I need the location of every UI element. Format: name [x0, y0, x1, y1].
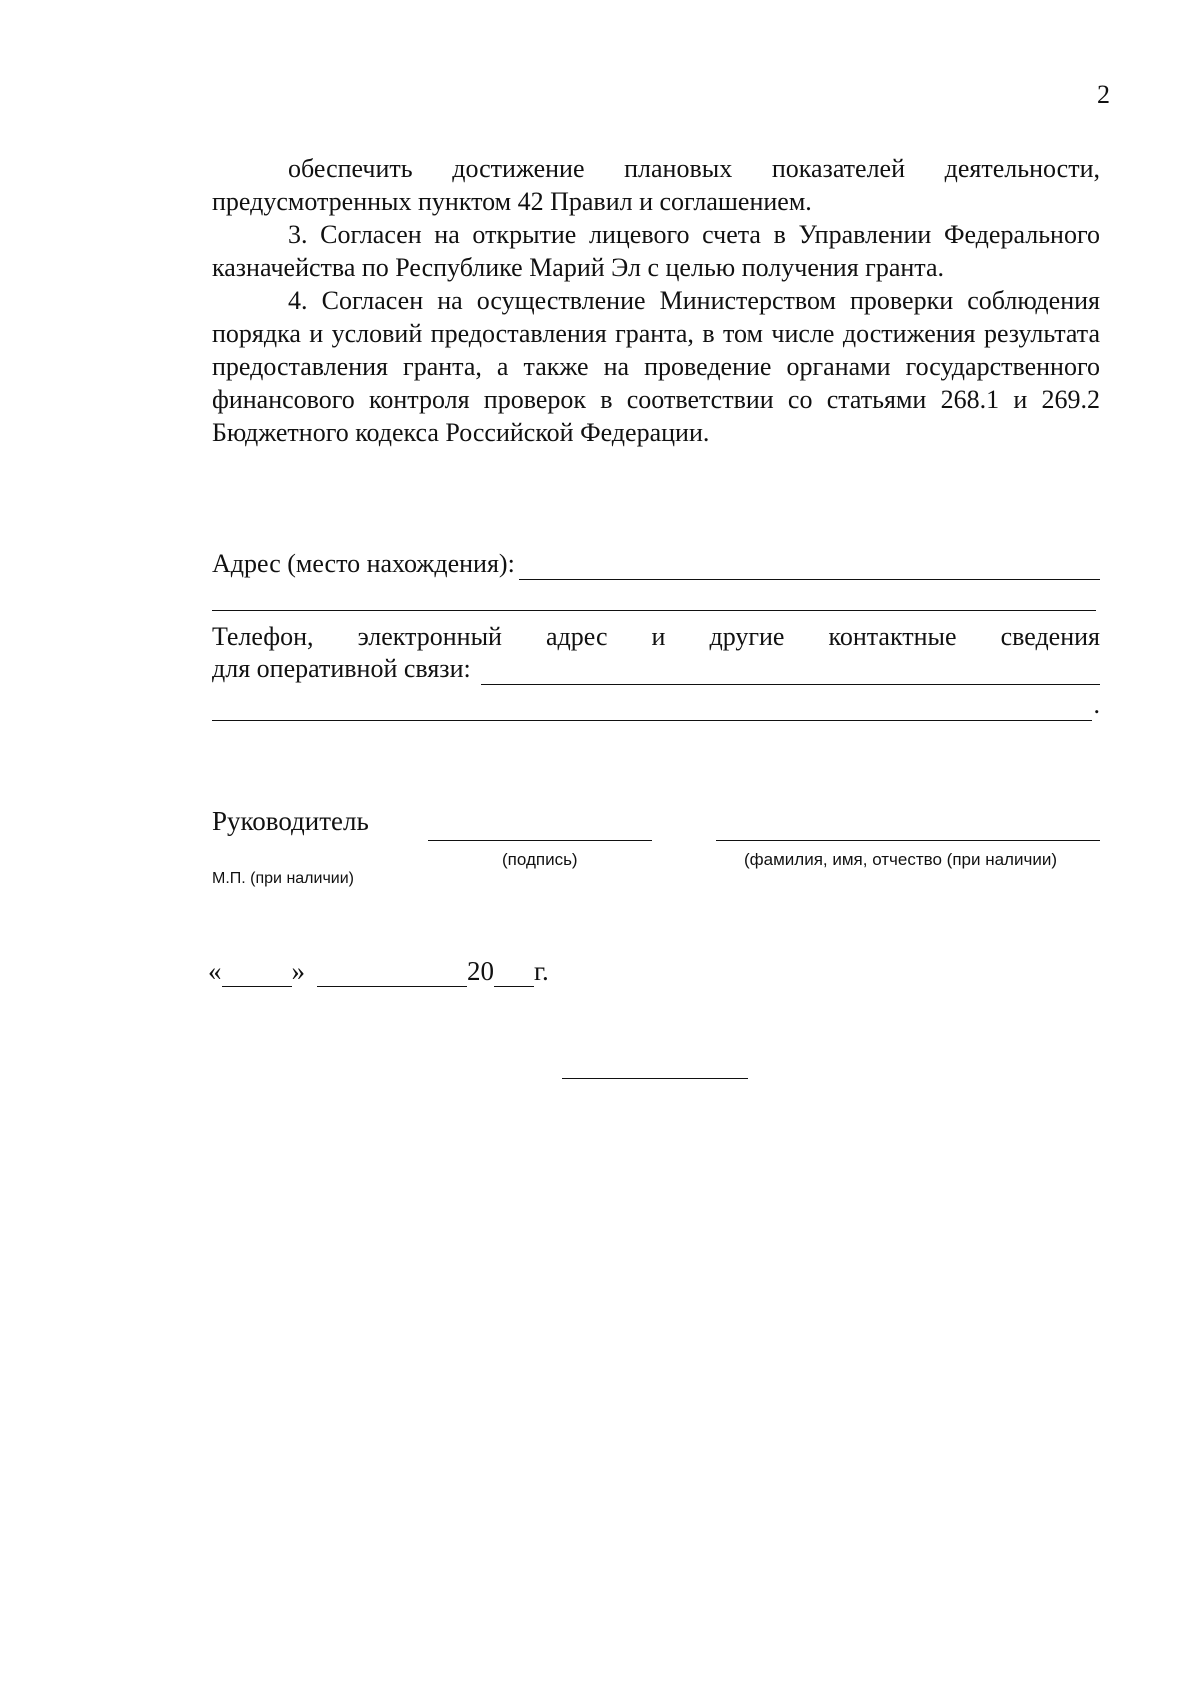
signature-caption: (подпись): [502, 850, 578, 869]
contacts-field[interactable]: [481, 658, 1100, 685]
paragraph-1-line-1: обеспечить достижение плановых показателей деятельности,: [288, 154, 1100, 183]
end-of-document-rule: [562, 1078, 748, 1079]
year-century: 20: [467, 956, 494, 986]
date-open-quote: «: [208, 956, 222, 986]
contacts-word: контактные: [828, 622, 957, 651]
address-field[interactable]: [519, 553, 1100, 580]
body-text: [212, 152, 1100, 449]
contacts-word: Телефон,: [212, 622, 314, 651]
contacts-word: и: [651, 622, 666, 651]
address-field-continued[interactable]: [212, 584, 1096, 611]
contacts-word: сведения: [1000, 622, 1100, 651]
page-number: 2: [1097, 80, 1110, 109]
paragraph-consent-account: 3. Согласен на открытие лицевого счета в Управлении Федерального казначейства по Республике Марий Эл с целью получения гранта.: [212, 220, 1100, 282]
year-suffix: г.: [534, 956, 549, 986]
contacts-label-line-1: [212, 621, 1100, 653]
contacts-row: [212, 653, 1100, 685]
contacts-word: другие: [709, 622, 785, 651]
address-label: Адрес (место нахождения):: [212, 549, 515, 578]
month-field[interactable]: [317, 962, 467, 987]
day-field[interactable]: [222, 962, 292, 987]
paragraph-1-line-2: предусмотренных пунктом 42 Правил и соглашением.: [212, 187, 812, 216]
full-name-caption: (фамилия, имя, отчество (при наличии): [744, 850, 1057, 869]
contacts-label: для оперативной связи:: [212, 654, 471, 683]
contact-section: [212, 548, 1100, 721]
signature-field[interactable]: [428, 840, 652, 841]
full-name-field[interactable]: [716, 840, 1100, 841]
date-line: [208, 956, 549, 987]
contacts-row-continued: [212, 689, 1100, 721]
signature-block: [212, 806, 1112, 916]
paragraph-consent-audit: 4. Согласен на осуществление Министерством проверки соблюдения порядка и условий предоставления гранта, в том числе достижения результата предоставления гранта, а также на проведение органами государственного финансового контроля проверок в соответствии со статьями 268.1 и 269.2 Бюджетного кодекса Российской Федерации.: [212, 286, 1100, 447]
stamp-note: М.П. (при наличии): [212, 870, 354, 887]
signer-title: Руководитель: [212, 806, 369, 836]
contacts-word: адрес: [545, 622, 608, 651]
year-field[interactable]: [494, 962, 534, 987]
address-row: [212, 548, 1100, 580]
contacts-field-continued[interactable]: [212, 694, 1092, 721]
contacts-word: электронный: [357, 622, 502, 651]
date-close-quote: »: [291, 956, 305, 986]
contacts-end-dot: .: [1093, 690, 1100, 719]
